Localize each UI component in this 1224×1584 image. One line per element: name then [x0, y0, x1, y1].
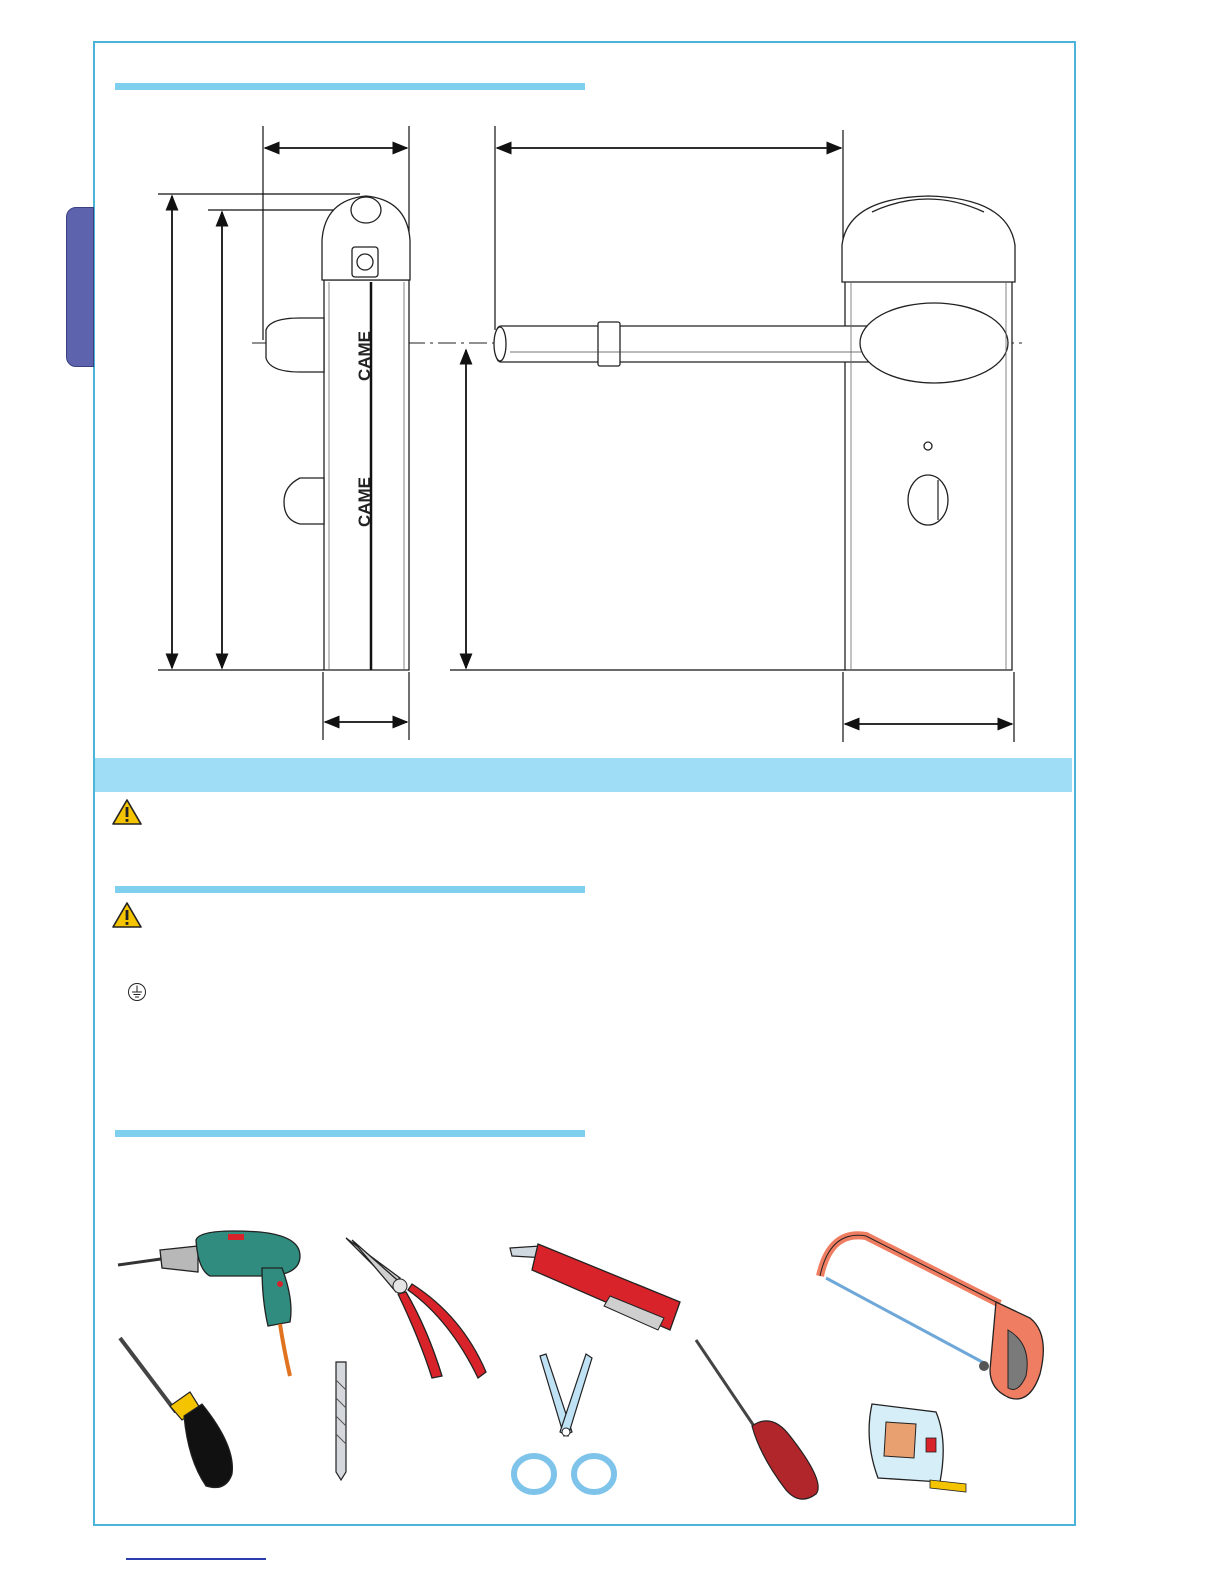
utility-knife-icon — [510, 1244, 680, 1330]
ground-symbol-icon — [127, 982, 147, 1002]
scissors-icon — [514, 1354, 614, 1492]
phillips-screwdriver-icon — [696, 1340, 818, 1499]
tape-measure-icon — [869, 1404, 966, 1492]
electric-drill-icon — [118, 1231, 300, 1376]
dimension-drawing — [0, 0, 1224, 760]
drill-bit-icon — [336, 1362, 346, 1480]
section-rule-electrical — [115, 886, 585, 893]
flat-screwdriver-icon — [120, 1338, 232, 1488]
warning-triangle-icon — [111, 901, 143, 929]
hacksaw-icon — [820, 1235, 1043, 1399]
cabinet-logo-bottom: CAME — [355, 476, 374, 528]
section-rule-tools — [115, 1130, 585, 1137]
highlight-band — [95, 758, 1072, 792]
tools-illustration — [0, 1200, 1224, 1520]
warning-triangle-icon — [111, 798, 143, 826]
cabinet-logo-top: CAME — [355, 330, 374, 382]
footer-rule — [126, 1558, 266, 1560]
needle-nose-pliers-icon — [346, 1238, 486, 1378]
